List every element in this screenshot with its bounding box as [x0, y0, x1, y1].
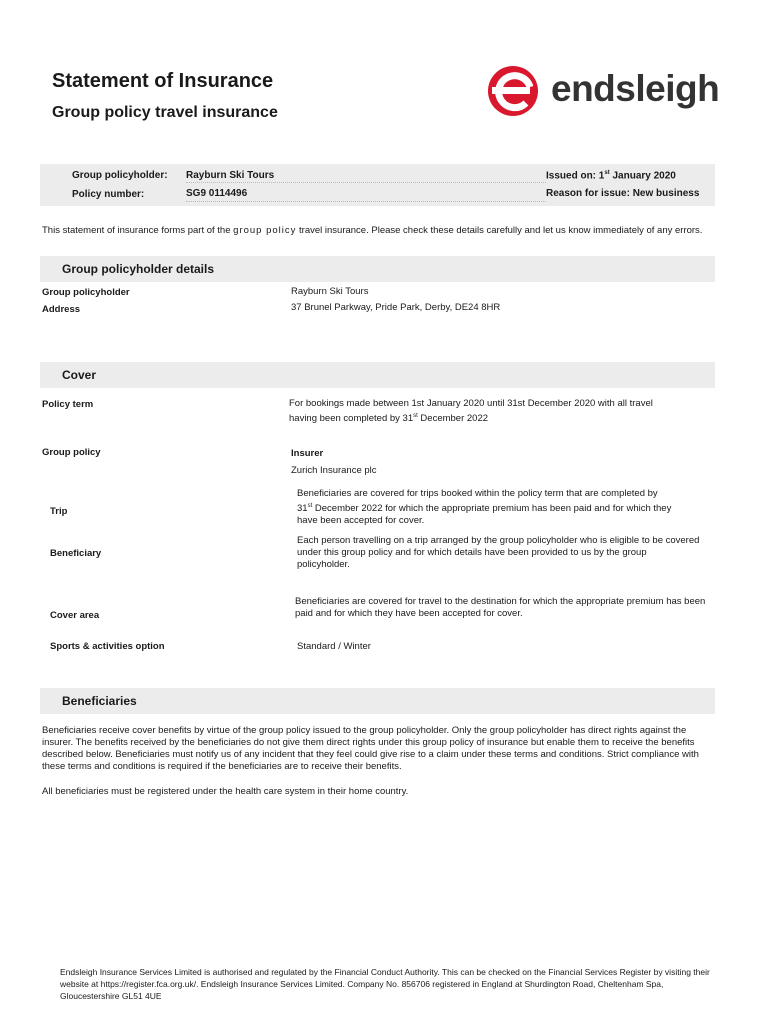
- beneficiary-value: Each person travelling on a trip arranged by the group policyholder who is eligible to be covered under this group policy and for which details have been provided to us by the group policyholder.: [297, 535, 700, 570]
- insurer-label: Insurer: [291, 448, 324, 459]
- trip-label: Trip: [50, 506, 68, 517]
- policyholder-label: Group policyholder:: [72, 170, 168, 181]
- issued-day: 1: [598, 170, 605, 182]
- intro-text: This statement of insurance forms part of the group policy travel insurance. Please check these details carefully and let us know immediately of any errors.: [42, 225, 703, 236]
- policy-term-value: For bookings made between 1st January 2020 until 31st December 2020 with all travel having been completed by 31st December 2022: [289, 398, 653, 425]
- cover-area-label: Cover area: [50, 610, 100, 621]
- sports-label: Sports & activities option: [50, 641, 165, 652]
- section-heading: Beneficiaries: [62, 694, 137, 708]
- address-label: Address: [42, 304, 81, 315]
- issued-sup: st: [604, 170, 610, 176]
- footer-legal-text: Endsleigh Insurance Services Limited is authorised and regulated by the Financial Conduct Authority. This can be checked on the Financial Services Register by visiting their website at https://register.fca.org.uk/. Endsleigh Insurance Services Limited. Company No. 856706 registered in England at Shurdington Road, Cheltenham Spa, Gloucestershire GL51 4UE: [60, 967, 710, 1001]
- address-value: 37 Brunel Parkway, Pride Park, Derby, DE24 8HR: [291, 302, 501, 313]
- page-title: Statement of Insurance: [52, 70, 274, 92]
- endsleigh-logo-icon: [486, 66, 548, 116]
- beneficiaries-paragraph: Beneficiaries receive cover benefits by virtue of the group policy issued to the group policyholder. Only the group policyholder has direct rights against the insurer. The benefits received by the beneficiaries do not give them direct rights under this group policy of insurance but enable them to receive the benefits described below. Beneficiaries must notify us of any incident that they feel could give rise to a claim under these terms and conditions. Strict compliance with these terms and conditions is required if the beneficiaries are to receive their benefits.: [42, 725, 699, 772]
- reason-value: New business: [632, 188, 700, 199]
- policy-term-label: Policy term: [42, 399, 94, 410]
- policyholder-value: Rayburn Ski Tours: [186, 170, 275, 181]
- policy-number-label: Policy number:: [72, 189, 145, 200]
- section-heading: Cover: [62, 368, 97, 382]
- issued-label: Issued on:: [546, 170, 597, 182]
- holder-value: Rayburn Ski Tours: [291, 286, 369, 297]
- reason-label: Reason for issue:: [546, 188, 630, 199]
- beneficiary-label: Beneficiary: [50, 548, 102, 559]
- brand-name: endsleigh: [551, 68, 720, 109]
- policy-info-box: [40, 164, 715, 206]
- beneficiaries-registration-note: All beneficiaries must be registered under the health care system in their home country.: [42, 786, 409, 797]
- section-heading: Group policyholder details: [62, 262, 215, 276]
- cover-area-value: Beneficiaries are covered for travel to the destination for which the appropriate premium has been paid and for which they have been accepted for cover.: [295, 596, 706, 619]
- issued-value: January 2020: [612, 170, 676, 182]
- sports-value: Standard / Winter: [297, 641, 371, 652]
- trip-value: Beneficiaries are covered for trips booked within the policy term that are completed by 31st December 2022 for which the appropriate premium has been paid and for which they have been accepted for cover.: [297, 488, 672, 527]
- group-policy-label: Group policy: [42, 447, 101, 458]
- section-cover: [40, 362, 715, 388]
- policy-number-value: SG9 0114496: [186, 188, 248, 199]
- section-policyholder-details: [40, 256, 715, 282]
- insurer-value: Zurich Insurance plc: [291, 465, 377, 476]
- holder-label: Group policyholder: [42, 287, 130, 298]
- page-subtitle: Group policy travel insurance: [52, 104, 278, 121]
- section-beneficiaries: [40, 688, 715, 714]
